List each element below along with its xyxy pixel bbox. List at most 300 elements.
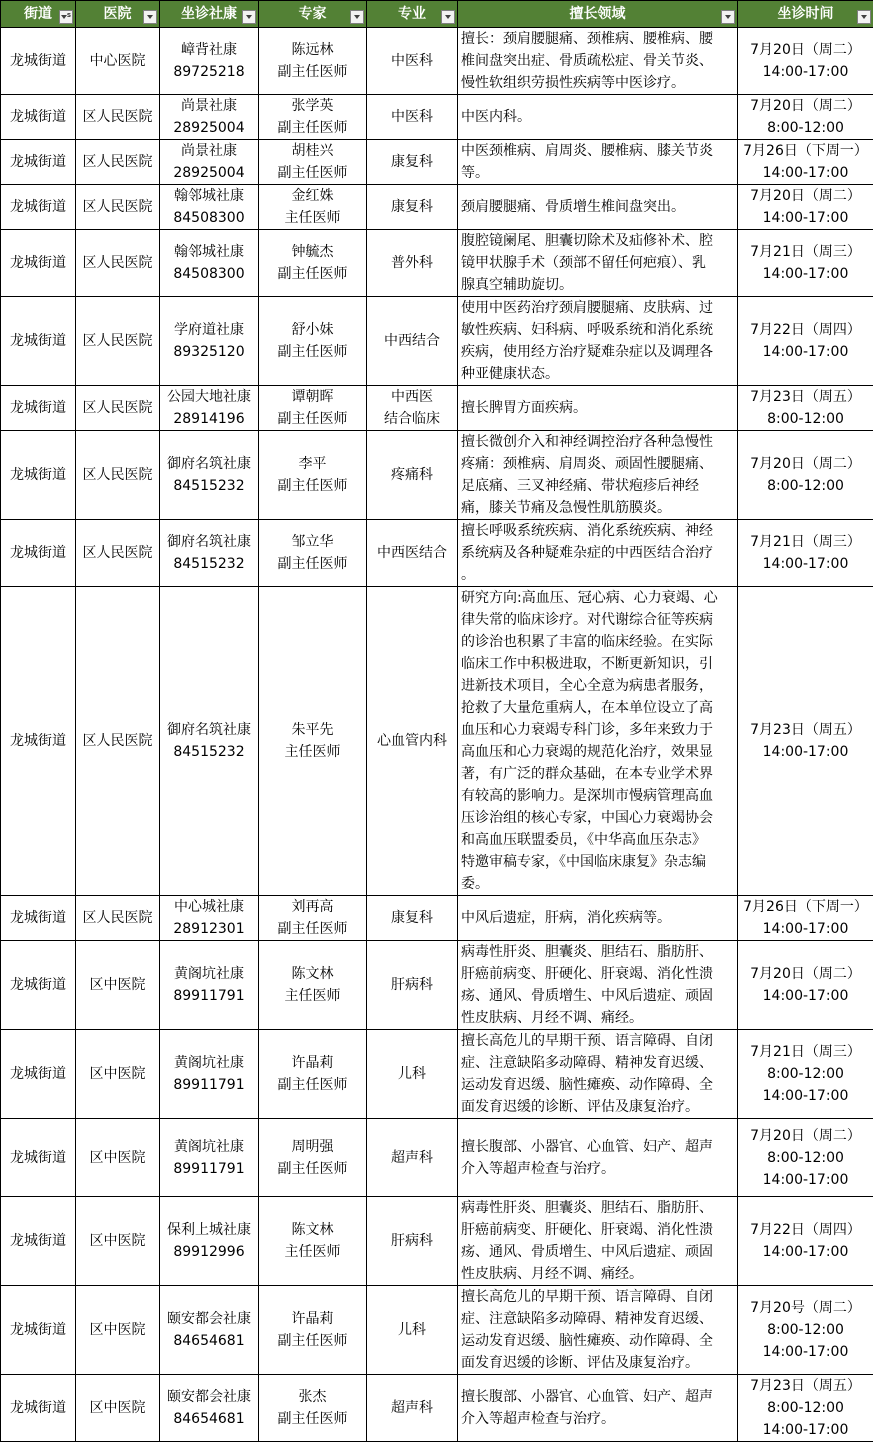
cell-text: 儿科 [369,1063,455,1085]
header-clinic: 坐诊社康 [160,1,259,28]
cell-text: 7月23日（周五） [740,719,871,741]
street-cell[interactable] [1,386,76,431]
specialty-cell[interactable] [367,1119,458,1197]
cell-text: 种亚健康状态。 [461,363,734,385]
cell-text: 慢性软组织劳损性疾病等中医诊疗。 [461,72,734,94]
clinic-cell[interactable] [160,1119,259,1197]
cell-text: 89912996 [162,1241,256,1263]
expertise-cell[interactable] [458,1375,738,1442]
expertise-cell[interactable] [458,140,738,185]
clinic-cell[interactable] [160,1197,259,1286]
cell-text: 7月20日（周二） [740,963,871,985]
cell-text: 肝癌前病变、肝硬化、肝衰竭、消化性溃 [461,1219,734,1241]
cell-text: 中心医院 [78,50,157,72]
cell-text: 8:00-12:00 [740,1397,871,1419]
cell-text: 翰邻城社康 [162,185,256,207]
clinic-cell[interactable] [160,95,259,140]
expert-cell[interactable] [259,587,367,896]
street-cell[interactable] [1,1197,76,1286]
street-cell[interactable] [1,297,76,386]
time-cell[interactable] [738,896,873,941]
clinic-cell[interactable] [160,28,259,95]
expert-cell[interactable] [259,520,367,587]
specialty-cell[interactable] [367,1286,458,1375]
hospital-cell[interactable] [76,1375,160,1442]
time-cell[interactable] [738,941,873,1030]
cell-text: 压诊治组的核心专家，中国心力衰竭协会 [461,807,734,829]
cell-text: 中医内科。 [461,106,734,128]
cell-text: 龙城街道 [3,542,73,564]
cell-text: 89325120 [162,341,256,363]
expertise-cell[interactable] [458,431,738,520]
cell-text: 超声科 [369,1147,455,1169]
cell-text: 89911791 [162,985,256,1007]
clinic-cell[interactable] [160,941,259,1030]
specialty-cell[interactable] [367,1030,458,1119]
cell-text: 的诊治也积累了丰富的临床经验。在实际 [461,631,734,653]
cell-text: 金红姝 [261,185,364,207]
specialty-cell[interactable] [367,297,458,386]
cell-text: 等。 [461,162,734,184]
cell-text: 副主任医师 [261,117,364,139]
hospital-cell[interactable] [76,297,160,386]
cell-text: 区人民医院 [78,106,157,128]
cell-text: 擅长微创介入和神经调控治疗各种急慢性 [461,431,734,453]
cell-text: 28914196 [162,408,256,430]
cell-text: 7月20日（周二） [740,1125,871,1147]
cell-text: 14:00-17:00 [740,207,871,229]
cell-text: 84515232 [162,741,256,763]
cell-text: 御府名筑社康 [162,531,256,553]
time-cell[interactable] [738,1119,873,1197]
time-cell[interactable] [738,1375,873,1442]
cell-text: 区中医院 [78,974,157,996]
expert-cell[interactable] [259,1375,367,1442]
clinic-cell[interactable] [160,520,259,587]
time-cell[interactable] [738,1286,873,1375]
expertise-cell[interactable] [458,520,738,587]
cell-text: 许晶莉 [261,1052,364,1074]
expert-cell[interactable] [259,140,367,185]
cell-text: 许晶莉 [261,1308,364,1330]
filter-active-icon[interactable]: s [59,10,73,24]
expertise-cell[interactable] [458,1030,738,1119]
cell-text: 龙城街道 [3,464,73,486]
expertise-cell[interactable] [458,1119,738,1197]
clinic-cell[interactable] [160,185,259,230]
dropdown-arrow-icon[interactable] [350,10,364,24]
hospital-cell[interactable] [76,1119,160,1197]
specialty-cell[interactable] [367,431,458,520]
street-cell[interactable] [1,1030,76,1119]
cell-text: 89911791 [162,1074,256,1096]
cell-text: 抢救了大量危重病人，在本单位设立了高 [461,697,734,719]
cell-text: 副主任医师 [261,162,364,184]
expert-cell[interactable] [259,896,367,941]
table-row [1,297,873,386]
cell-text: 区人民医院 [78,330,157,352]
expert-cell[interactable] [259,1197,367,1286]
cell-text: 7月22日（周四） [740,319,871,341]
cell-text: 学府道社康 [162,319,256,341]
cell-text: 8:00-12:00 [740,1319,871,1341]
hospital-cell[interactable] [76,1286,160,1375]
cell-text: 龙城街道 [3,1397,73,1419]
time-cell[interactable] [738,140,873,185]
cell-text: 擅长高危儿的早期干预、语言障碍、自闭 [461,1286,734,1308]
cell-text: 嶂背社康 [162,39,256,61]
expertise-cell[interactable] [458,230,738,297]
expertise-cell[interactable] [458,896,738,941]
header-specialty: 专业 [367,1,458,28]
cell-text: 7月20日（周二） [740,185,871,207]
table-row [1,896,873,941]
cell-text: 中医科 [369,50,455,72]
cell-text: 陈文林 [261,963,364,985]
cell-text: 中医颈椎病、肩周炎、腰椎病、膝关节炎 [461,140,734,162]
cell-text: 龙城街道 [3,106,73,128]
expertise-cell[interactable] [458,185,738,230]
clinic-cell[interactable] [160,1030,259,1119]
cell-text: 症、注意缺陷多动障碍、精神发育迟缓、 [461,1052,734,1074]
hospital-cell[interactable] [76,185,160,230]
street-cell[interactable] [1,230,76,297]
cell-text: 区人民医院 [78,464,157,486]
cell-text: 区中医院 [78,1230,157,1252]
header-row [1,1,873,28]
cell-text: 疡、通风、骨质增生、中风后遗症、顽固 [461,1241,734,1263]
cell-text: 疼痛科 [369,464,455,486]
specialty-cell[interactable] [367,140,458,185]
time-cell[interactable] [738,520,873,587]
cell-text: 中心城社康 [162,896,256,918]
cell-text: 症、注意缺陷多动障碍、精神发育迟缓、 [461,1308,734,1330]
time-cell[interactable] [738,185,873,230]
cell-text: 7月20号（周二） [740,1297,871,1319]
specialty-cell[interactable] [367,1375,458,1442]
cell-text: 14:00-17:00 [740,1341,871,1363]
hospital-cell[interactable] [76,28,160,95]
cell-text: 超声科 [369,1397,455,1419]
cell-text: 7月21日（周三） [740,241,871,263]
cell-text: 8:00-12:00 [740,1147,871,1169]
expertise-cell[interactable] [458,587,738,896]
time-cell[interactable] [738,587,873,896]
cell-text: 中西医 [369,386,455,408]
cell-text: 7月20日（周二） [740,39,871,61]
table-row [1,1119,873,1197]
cell-text: 龙城街道 [3,907,73,929]
cell-text: 区中医院 [78,1397,157,1419]
table-row [1,230,873,297]
specialty-cell[interactable] [367,587,458,896]
time-cell[interactable] [738,431,873,520]
cell-text: 擅长呼吸系统疾病、消化系统疾病、神经 [461,520,734,542]
cell-text: 14:00-17:00 [740,553,871,575]
dropdown-arrow-icon[interactable] [143,10,157,24]
cell-text: 龙城街道 [3,1063,73,1085]
expertise-cell[interactable] [458,297,738,386]
cell-text: 副主任医师 [261,263,364,285]
hospital-cell[interactable] [76,587,160,896]
cell-text: 有较高的影响力。是深圳市慢病管理高血 [461,785,734,807]
clinic-cell[interactable] [160,1286,259,1375]
cell-text: 特邀审稿专家，《中国临床康复》杂志编 [461,851,734,873]
cell-text: 疼痛：颈椎病、肩周炎、顽固性腰腿痛、 [461,453,734,475]
hospital-cell[interactable] [76,520,160,587]
specialty-cell[interactable] [367,95,458,140]
cell-text: 颐安都会社康 [162,1386,256,1408]
cell-text: 主任医师 [261,207,364,229]
cell-text: 运动发育迟缓、脑性瘫痪、动作障碍、全 [461,1074,734,1096]
hospital-cell[interactable] [76,1197,160,1286]
expert-cell[interactable] [259,1119,367,1197]
header-hospital: 医院 [76,1,160,28]
street-cell[interactable] [1,140,76,185]
time-cell[interactable] [738,297,873,386]
cell-text: 使用中医药治疗颈肩腰腿痛、皮肤病、过 [461,297,734,319]
cell-text: 进新技术项目，全心全意为病患者服务， [461,675,734,697]
cell-text: 14:00-17:00 [740,341,871,363]
cell-text: 14:00-17:00 [740,1241,871,1263]
table-row [1,95,873,140]
cell-text: 。 [461,564,734,586]
cell-text: 肝病科 [369,1230,455,1252]
cell-text: 8:00-12:00 [740,408,871,430]
cell-text: 刘再高 [261,896,364,918]
cell-text: 痛，膝关节痛及急慢性肌筋膜炎。 [461,497,734,519]
street-cell[interactable] [1,520,76,587]
clinic-cell[interactable] [160,431,259,520]
expertise-cell[interactable] [458,95,738,140]
hospital-cell[interactable] [76,941,160,1030]
cell-text: 张学英 [261,95,364,117]
expert-cell[interactable] [259,941,367,1030]
cell-text: 龙城街道 [3,974,73,996]
cell-text: 区中医院 [78,1147,157,1169]
clinic-cell[interactable] [160,587,259,896]
cell-text: 区人民医院 [78,730,157,752]
hospital-cell[interactable] [76,95,160,140]
cell-text: 康复科 [369,196,455,218]
expert-cell[interactable] [259,386,367,431]
expertise-cell[interactable] [458,1197,738,1286]
specialty-cell[interactable] [367,896,458,941]
cell-text: 区人民医院 [78,196,157,218]
specialty-cell[interactable] [367,386,458,431]
street-cell[interactable] [1,1375,76,1442]
street-cell[interactable] [1,1119,76,1197]
cell-text: 颐安都会社康 [162,1308,256,1330]
cell-text: 肝病科 [369,974,455,996]
street-cell[interactable] [1,95,76,140]
dropdown-arrow-icon[interactable] [857,10,871,24]
table-row [1,28,873,95]
street-cell[interactable] [1,185,76,230]
time-cell[interactable] [738,95,873,140]
cell-text: 血压和心力衰竭专科门诊，多年来致力于 [461,719,734,741]
street-cell[interactable] [1,587,76,896]
cell-text: 14:00-17:00 [740,61,871,83]
cell-text: 主任医师 [261,741,364,763]
cell-text: 89725218 [162,61,256,83]
expertise-cell[interactable] [458,386,738,431]
cell-text: 14:00-17:00 [740,918,871,940]
expert-cell[interactable] [259,28,367,95]
cell-text: 擅长脾胃方面疾病。 [461,397,734,419]
cell-text: 84508300 [162,207,256,229]
hospital-cell[interactable] [76,140,160,185]
cell-text: 尚景社康 [162,140,256,162]
specialty-cell[interactable] [367,941,458,1030]
cell-text: 和高血压联盟委员，《中华高血压杂志》 [461,829,734,851]
expertise-cell[interactable] [458,1286,738,1375]
expert-cell[interactable] [259,185,367,230]
cell-text: 84508300 [162,263,256,285]
table-row [1,587,873,896]
cell-text: 朱平先 [261,719,364,741]
cell-text: 84654681 [162,1330,256,1352]
cell-text: 龙城街道 [3,1319,73,1341]
cell-text: 副主任医师 [261,1158,364,1180]
time-cell[interactable] [738,386,873,431]
clinic-cell[interactable] [160,140,259,185]
cell-text: 7月23日（周五） [740,1375,871,1397]
expert-cell[interactable] [259,297,367,386]
cell-text: 副主任医师 [261,408,364,430]
specialty-cell[interactable] [367,1197,458,1286]
cell-text: 胡桂兴 [261,140,364,162]
cell-text: 临床工作中积极进取，不断更新知识，引 [461,653,734,675]
cell-text: 中西结合 [369,330,455,352]
expertise-cell[interactable] [458,28,738,95]
hospital-cell[interactable] [76,386,160,431]
cell-text: 龙城街道 [3,1147,73,1169]
specialty-cell[interactable] [367,230,458,297]
cell-text: 镜甲状腺手术（颈部不留任何疤痕）、乳 [461,252,734,274]
cell-text: 7月21日（周三） [740,1041,871,1063]
cell-text: 副主任医师 [261,1330,364,1352]
cell-text: 椎间盘突出症、骨质疏松症、骨关节炎、 [461,50,734,72]
cell-text: 龙城街道 [3,252,73,274]
cell-text: 区人民医院 [78,397,157,419]
cell-text: 李平 [261,453,364,475]
cell-text: 研究方向:高血压、冠心病、心力衰竭、心 [461,587,734,609]
hospital-cell[interactable] [76,431,160,520]
expert-cell[interactable] [259,1030,367,1119]
clinic-cell[interactable] [160,386,259,431]
cell-text: 康复科 [369,151,455,173]
cell-text: 副主任医师 [261,341,364,363]
time-cell[interactable] [738,1197,873,1286]
cell-text: 区人民医院 [78,907,157,929]
cell-text: 副主任医师 [261,61,364,83]
cell-text: 运动发育迟缓、脑性瘫痪、动作障碍、全 [461,1330,734,1352]
clinic-cell[interactable] [160,297,259,386]
cell-text: 钟毓杰 [261,241,364,263]
cell-text: 邹立华 [261,531,364,553]
expert-cell[interactable] [259,431,367,520]
street-cell[interactable] [1,1286,76,1375]
street-cell[interactable] [1,941,76,1030]
cell-text: 7月20日（周二） [740,453,871,475]
cell-text: 面发育迟缓的诊断、评估及康复治疗。 [461,1352,734,1374]
cell-text: 8:00-12:00 [740,117,871,139]
street-cell[interactable] [1,896,76,941]
expert-cell[interactable] [259,95,367,140]
cell-text: 性皮肤病、月经不调、痛经。 [461,1007,734,1029]
cell-text: 主任医师 [261,1241,364,1263]
clinic-cell[interactable] [160,230,259,297]
cell-text: 腺真空辅助旋切。 [461,274,734,296]
cell-text: 擅长高危儿的早期干预、语言障碍、自闭 [461,1030,734,1052]
cell-text: 陈文林 [261,1219,364,1241]
cell-text: 系统病及各种疑难杂症的中西医结合治疗 [461,542,734,564]
clinic-cell[interactable] [160,1375,259,1442]
specialty-cell[interactable] [367,185,458,230]
cell-text: 疡、通风、骨质增生、中风后遗症、顽固 [461,985,734,1007]
hospital-cell[interactable] [76,896,160,941]
cell-text: 84515232 [162,553,256,575]
dropdown-arrow-icon[interactable] [441,10,455,24]
cell-text: 敏性疾病、妇科病、呼吸系统和消化系统 [461,319,734,341]
header-street: 街道 s [1,1,76,28]
cell-text: 区人民医院 [78,252,157,274]
cell-text: 84515232 [162,475,256,497]
cell-text: 区中医院 [78,1063,157,1085]
cell-text: 舒小妹 [261,319,364,341]
specialty-cell[interactable] [367,28,458,95]
cell-text: 病毒性肝炎、胆囊炎、胆结石、脂肪肝、 [461,941,734,963]
cell-text: 著，有广泛的群众基础，在本专业学术界 [461,763,734,785]
expert-cell[interactable] [259,230,367,297]
cell-text: 14:00-17:00 [740,1169,871,1191]
expert-cell[interactable] [259,1286,367,1375]
cell-text: 黄阁坑社康 [162,963,256,985]
table-row [1,1197,873,1286]
cell-text: 14:00-17:00 [740,162,871,184]
cell-text: 律失常的临床诊疗。对代谢综合征等疾病 [461,609,734,631]
street-cell[interactable] [1,431,76,520]
cell-text: 擅长腹部、小器官、心血管、妇产、超声 [461,1136,734,1158]
street-cell[interactable] [1,28,76,95]
dropdown-arrow-icon[interactable] [242,10,256,24]
header-expertise: 擅长领域 [458,1,738,28]
hospital-cell[interactable] [76,230,160,297]
time-cell[interactable] [738,1030,873,1119]
expertise-cell[interactable] [458,941,738,1030]
specialty-cell[interactable] [367,520,458,587]
cell-text: 中医科 [369,106,455,128]
cell-text: 中风后遗症，肝病，消化疾病等。 [461,907,734,929]
cell-text: 14:00-17:00 [740,263,871,285]
table-row [1,140,873,185]
cell-text: 中西医结合 [369,542,455,564]
clinic-cell[interactable] [160,896,259,941]
cell-text: 周明强 [261,1136,364,1158]
cell-text: 尚景社康 [162,95,256,117]
time-cell[interactable] [738,230,873,297]
cell-text: 擅长腹部、小器官、心血管、妇产、超声 [461,1386,734,1408]
dropdown-arrow-icon[interactable] [721,10,735,24]
table-row [1,1375,873,1442]
table-row [1,941,873,1030]
time-cell[interactable] [738,28,873,95]
cell-text: 肝癌前病变、肝硬化、肝衰竭、消化性溃 [461,963,734,985]
hospital-cell[interactable] [76,1030,160,1119]
cell-text: 儿科 [369,1319,455,1341]
cell-text: 副主任医师 [261,918,364,940]
